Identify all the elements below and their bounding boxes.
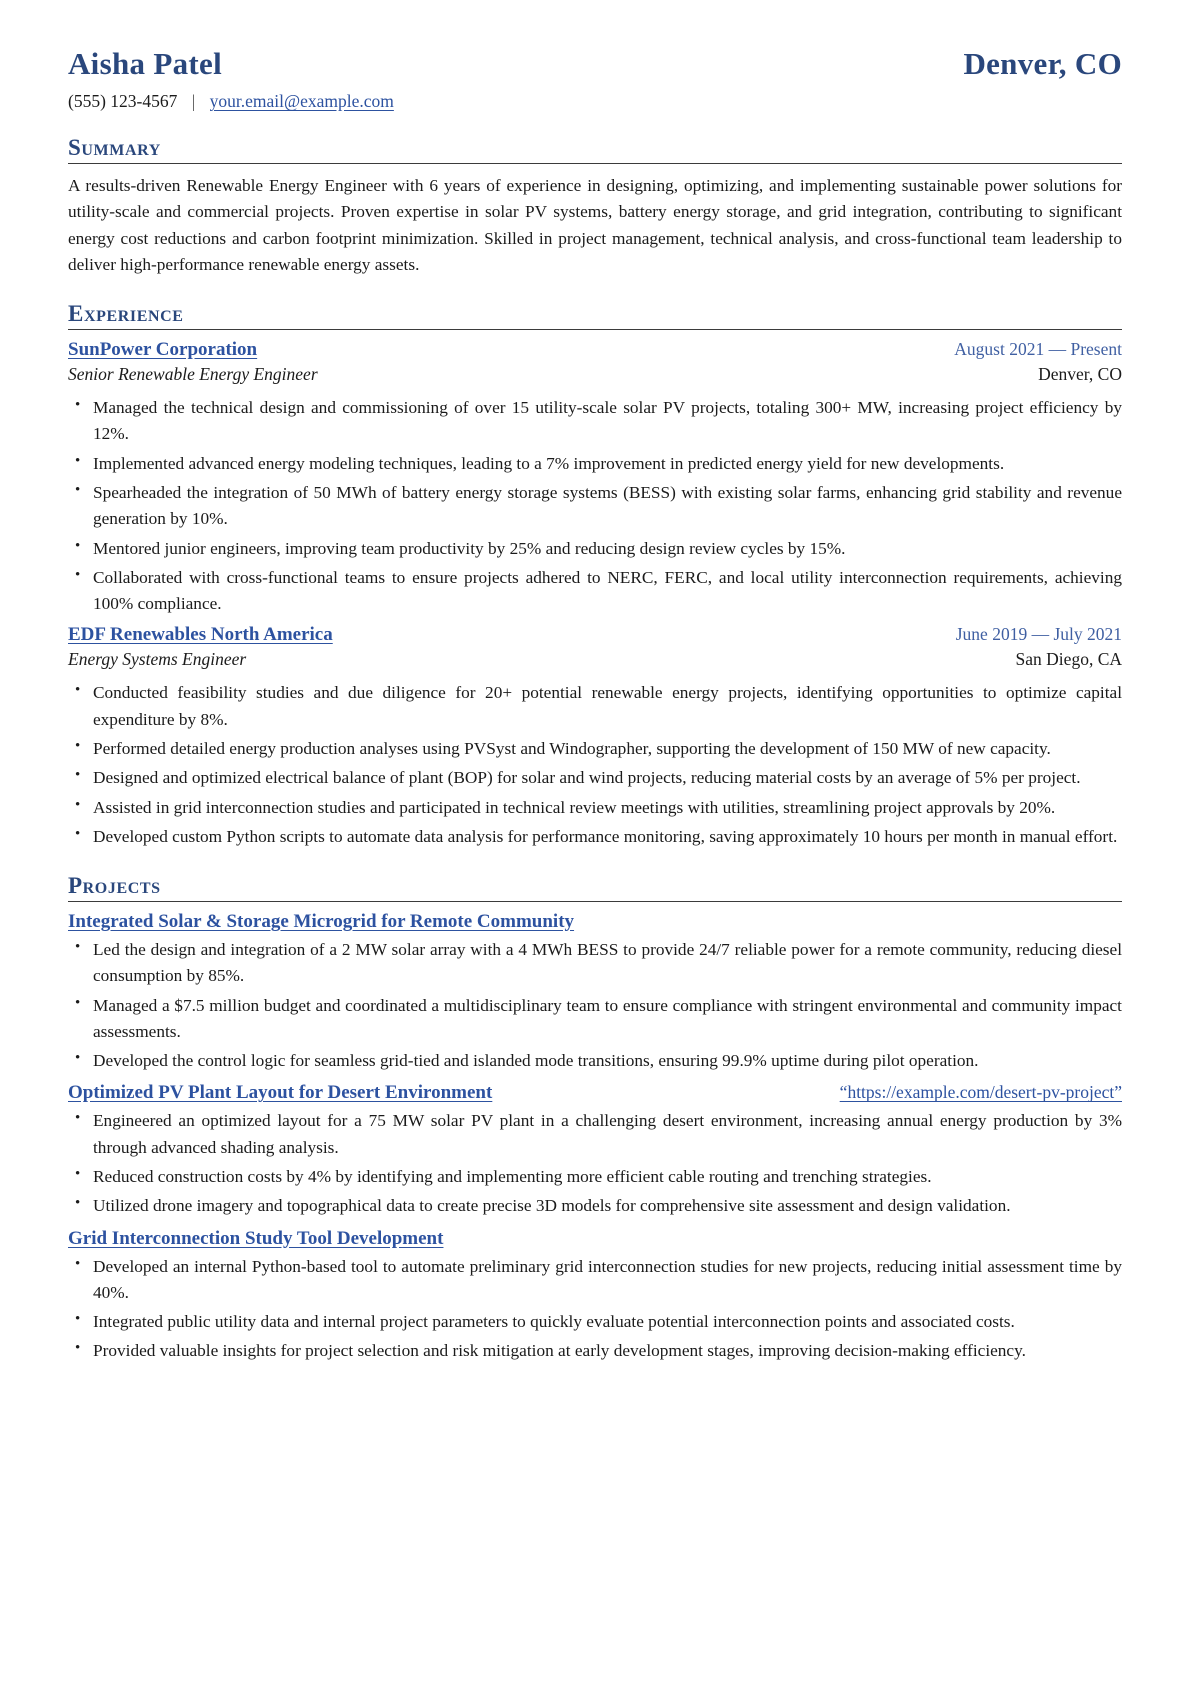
project-title-link[interactable]: Integrated Solar & Storage Microgrid for Remote Community (68, 911, 575, 933)
project-entry (68, 1082, 1122, 1219)
job-bullets (68, 680, 1122, 850)
bullet-item: • Implemented advanced energy modeling techniques, leading to a 7% improvement in predicted energy yield for new developments. (68, 451, 1122, 477)
experience-section (68, 301, 1122, 850)
bullet-item: • Collaborated with cross-functional teams to ensure projects adhered to NERC, FERC, and local utility interconnection requirements, achieving 100% compliance. (68, 565, 1122, 618)
bullet-item: • Mentored junior engineers, improving team productivity by 25% and reducing design review cycles by 15%. (68, 536, 1122, 562)
job-dates: August 2021 — Present (954, 339, 1122, 360)
header (68, 46, 1122, 82)
job-subheader-row (68, 364, 1122, 385)
bullet-item: • Provided valuable insights for project selection and risk mitigation at early development stages, improving decision-making efficiency. (68, 1338, 1122, 1364)
job-dates: June 2019 — July 2021 (955, 624, 1122, 645)
phone-number: (555) 123-4567 (68, 91, 178, 111)
contact-line (68, 91, 1122, 112)
summary-section (68, 135, 1122, 278)
bullet-item: • Developed custom Python scripts to automate data analysis for performance monitoring, saving approximately 10 hours per month in manual effort. (68, 824, 1122, 850)
job-header-row (68, 339, 1122, 361)
bullet-item: • Assisted in grid interconnection studies and participated in technical review meetings with utilities, streamlining project approvals by 20%. (68, 795, 1122, 821)
project-title-link[interactable]: Grid Interconnection Study Tool Development (68, 1227, 444, 1249)
project-url-link[interactable]: “https://example.com/desert-pv-project” (839, 1082, 1122, 1103)
company-link[interactable]: EDF Renewables North America (68, 624, 333, 646)
job-bullets (68, 395, 1122, 617)
project-title-link[interactable]: Optimized PV Plant Layout for Desert Environment (68, 1082, 493, 1104)
bullet-item: • Reduced construction costs by 4% by identifying and implementing more efficient cable routing and trenching strategies. (68, 1164, 1122, 1190)
bullet-item: • Conducted feasibility studies and due diligence for 20+ potential renewable energy projects, identifying opportunities to optimize capital expenditure by 8%. (68, 680, 1122, 733)
bullet-item: • Utilized drone imagery and topographical data to create precise 3D models for comprehensive site assessment and design validation. (68, 1193, 1122, 1219)
bullet-item: • Performed detailed energy production analyses using PVSyst and Windographer, supporting the development of 150 MW of new capacity. (68, 736, 1122, 762)
person-location: Denver, CO (963, 46, 1122, 81)
job-location: San Diego, CA (1015, 649, 1122, 670)
company-link[interactable]: SunPower Corporation (68, 339, 258, 361)
project-header-row (68, 911, 1122, 933)
job-location: Denver, CO (1038, 364, 1122, 385)
bullet-item: • Engineered an optimized layout for a 75 MW solar PV plant in a challenging desert environment, increasing annual energy production by 3% through advanced shading analysis. (68, 1108, 1122, 1161)
job-header-row (68, 624, 1122, 646)
project-header-row (68, 1082, 1122, 1104)
email-link[interactable]: your.email@example.com (209, 91, 394, 111)
job-title: Energy Systems Engineer (68, 649, 247, 670)
job-subheader-row (68, 649, 1122, 670)
project-entry (68, 1228, 1122, 1365)
projects-section (68, 873, 1122, 1365)
project-bullets (68, 937, 1122, 1074)
job-entry (68, 624, 1122, 850)
bullet-item: • Led the design and integration of a 2 MW solar array with a 4 MWh BESS to provide 24/7 reliable power for a remote community, reducing diesel consumption by 85%. (68, 937, 1122, 990)
bullet-item: • Developed an internal Python-based tool to automate preliminary grid interconnection studies for new projects, reducing initial assessment time by 40%. (68, 1254, 1122, 1307)
summary-text: A results-driven Renewable Energy Engineer with 6 years of experience in designing, optimizing, and implementing sustainable power solutions for utility-scale and commercial projects. Proven expertise in solar PV systems, battery energy storage, and grid integration, contributing to significant energy cost reductions and carbon footprint minimization. Skilled in project management, technical analysis, and cross-functional team leadership to deliver high-performance renewable energy assets. (68, 176, 1122, 274)
bullet-item: • Integrated public utility data and internal project parameters to quickly evaluate potential interconnection points and associated costs. (68, 1309, 1122, 1335)
bullet-item: • Designed and optimized electrical balance of plant (BOP) for solar and wind projects, reducing material costs by an average of 5% per project. (68, 765, 1122, 791)
contact-separator: | (191, 91, 196, 111)
job-entry (68, 339, 1122, 617)
project-bullets (68, 1254, 1122, 1365)
project-bullets (68, 1108, 1122, 1219)
bullet-item: • Developed the control logic for seamless grid-tied and islanded mode transitions, ensuring 99.9% uptime during pilot operation. (68, 1048, 1122, 1074)
summary-heading: Summary (68, 135, 1122, 164)
project-header-row (68, 1228, 1122, 1250)
job-title: Senior Renewable Energy Engineer (68, 364, 318, 385)
bullet-item: • Managed a $7.5 million budget and coordinated a multidisciplinary team to ensure compliance with stringent environmental and community impact assessments. (68, 993, 1122, 1046)
bullet-item: • Spearheaded the integration of 50 MWh of battery energy storage systems (BESS) with existing solar farms, enhancing grid stability and revenue generation by 10%. (68, 480, 1122, 533)
projects-heading: Projects (68, 873, 1122, 902)
person-name: Aisha Patel (68, 46, 222, 81)
experience-heading: Experience (68, 301, 1122, 330)
project-entry (68, 911, 1122, 1074)
bullet-item: • Managed the technical design and commissioning of over 15 utility-scale solar PV projects, totaling 300+ MW, increasing project efficiency by 12%. (68, 395, 1122, 448)
